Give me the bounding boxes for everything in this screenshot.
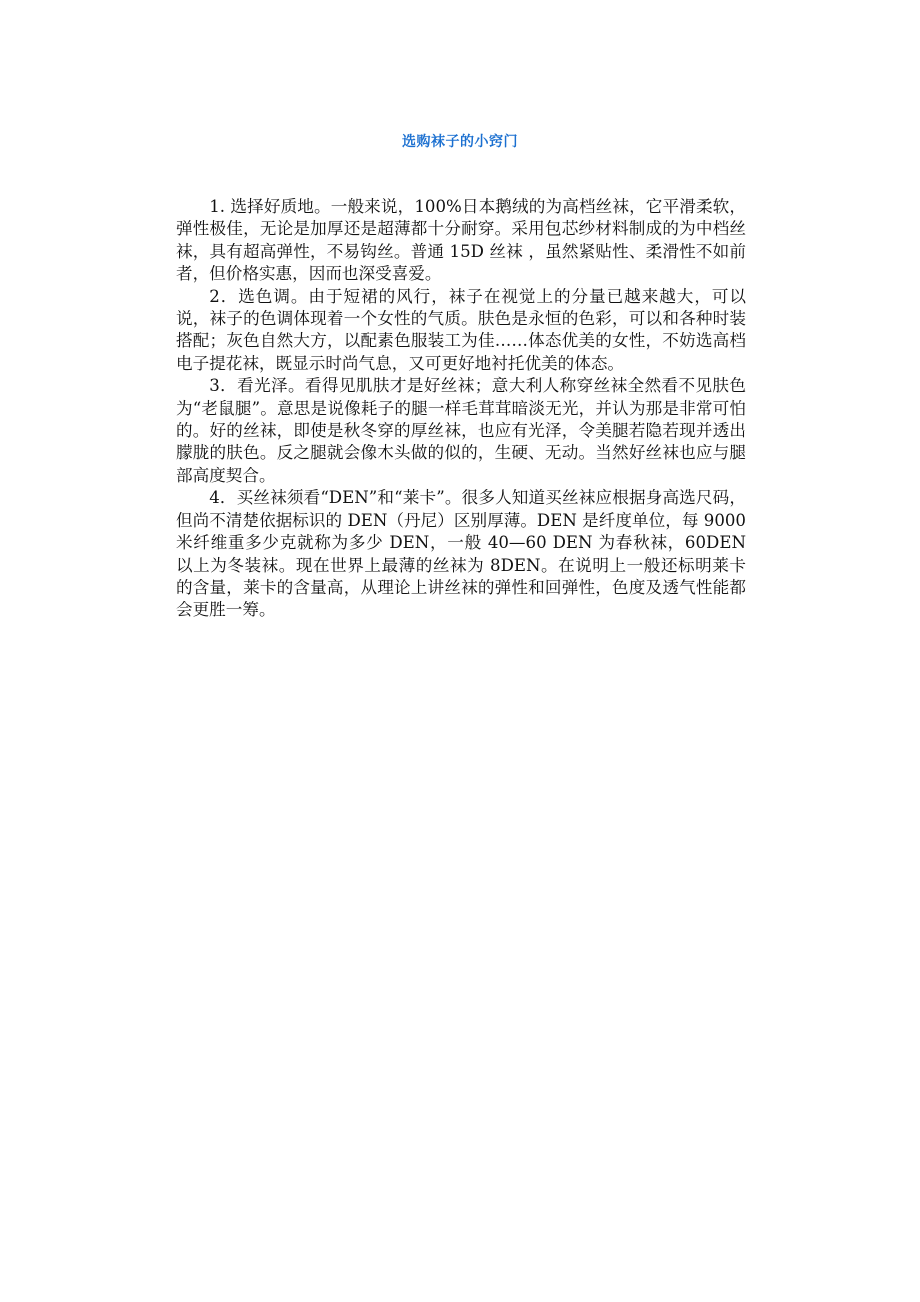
document-title: 选购袜子的小窍门 [402, 134, 518, 150]
paragraph-2: 2．选色调。由于短裙的风行，袜子在视觉上的分量已越来越大，可以说，袜子的色调体现着一个女性的气质。肤色是永恒的色彩，可以和各种时装搭配；灰色自然大方，以配素色服装工为佳……体态优美的女性，不妨选高档电子提花袜，既显示时尚气息，又可更好地衬托优美的体态。 [176, 286, 746, 373]
paragraph-1: 1. 选择好质地。一般来说，100%日本鹅绒的为高档丝袜，它平滑柔软，弹性极佳，无论是加厚还是超薄都十分耐穿。采用包芯纱材料制成的为中档丝袜，具有超高弹性，不易钩丝。普通 15D 丝袜 ，虽然紧贴性、柔滑性不如前者，但价格实惠，因而也深受喜爱。 [176, 197, 746, 284]
paragraph-3: 3．看光泽。看得见肌肤才是好丝袜；意大利人称穿丝袜全然看不见肤色为“老鼠腿”。意思是说像耗子的腿一样毛茸茸暗淡无光，并认为那是非常可怕的。好的丝袜，即使是秋冬穿的厚丝袜，也应有光泽，令美腿若隐若现并透出朦胧的肤色。反之腿就会像木头做的似的，生硬、无动。当然好丝袜也应与腿部高度契合。 [176, 376, 746, 485]
document-body [176, 196, 746, 622]
paragraph-4: 4．买丝袜须看“DEN”和“莱卡”。很多人知道买丝袜应根据身高选尺码，但尚不清楚依据标识的 DEN（丹尼）区别厚薄。DEN 是纤度单位，每 9000 米纤维重多少克就称为多少 DEN，一般 40—60 DEN 为春秋袜，60DEN 以上为冬装袜。现在世界上最薄的丝袜为 8DEN。在说明上一般还标明莱卡的含量，莱卡的含量高，从理论上讲丝袜的弹性和回弹性，色度及透气性能都会更胜一筹。 [176, 488, 746, 620]
